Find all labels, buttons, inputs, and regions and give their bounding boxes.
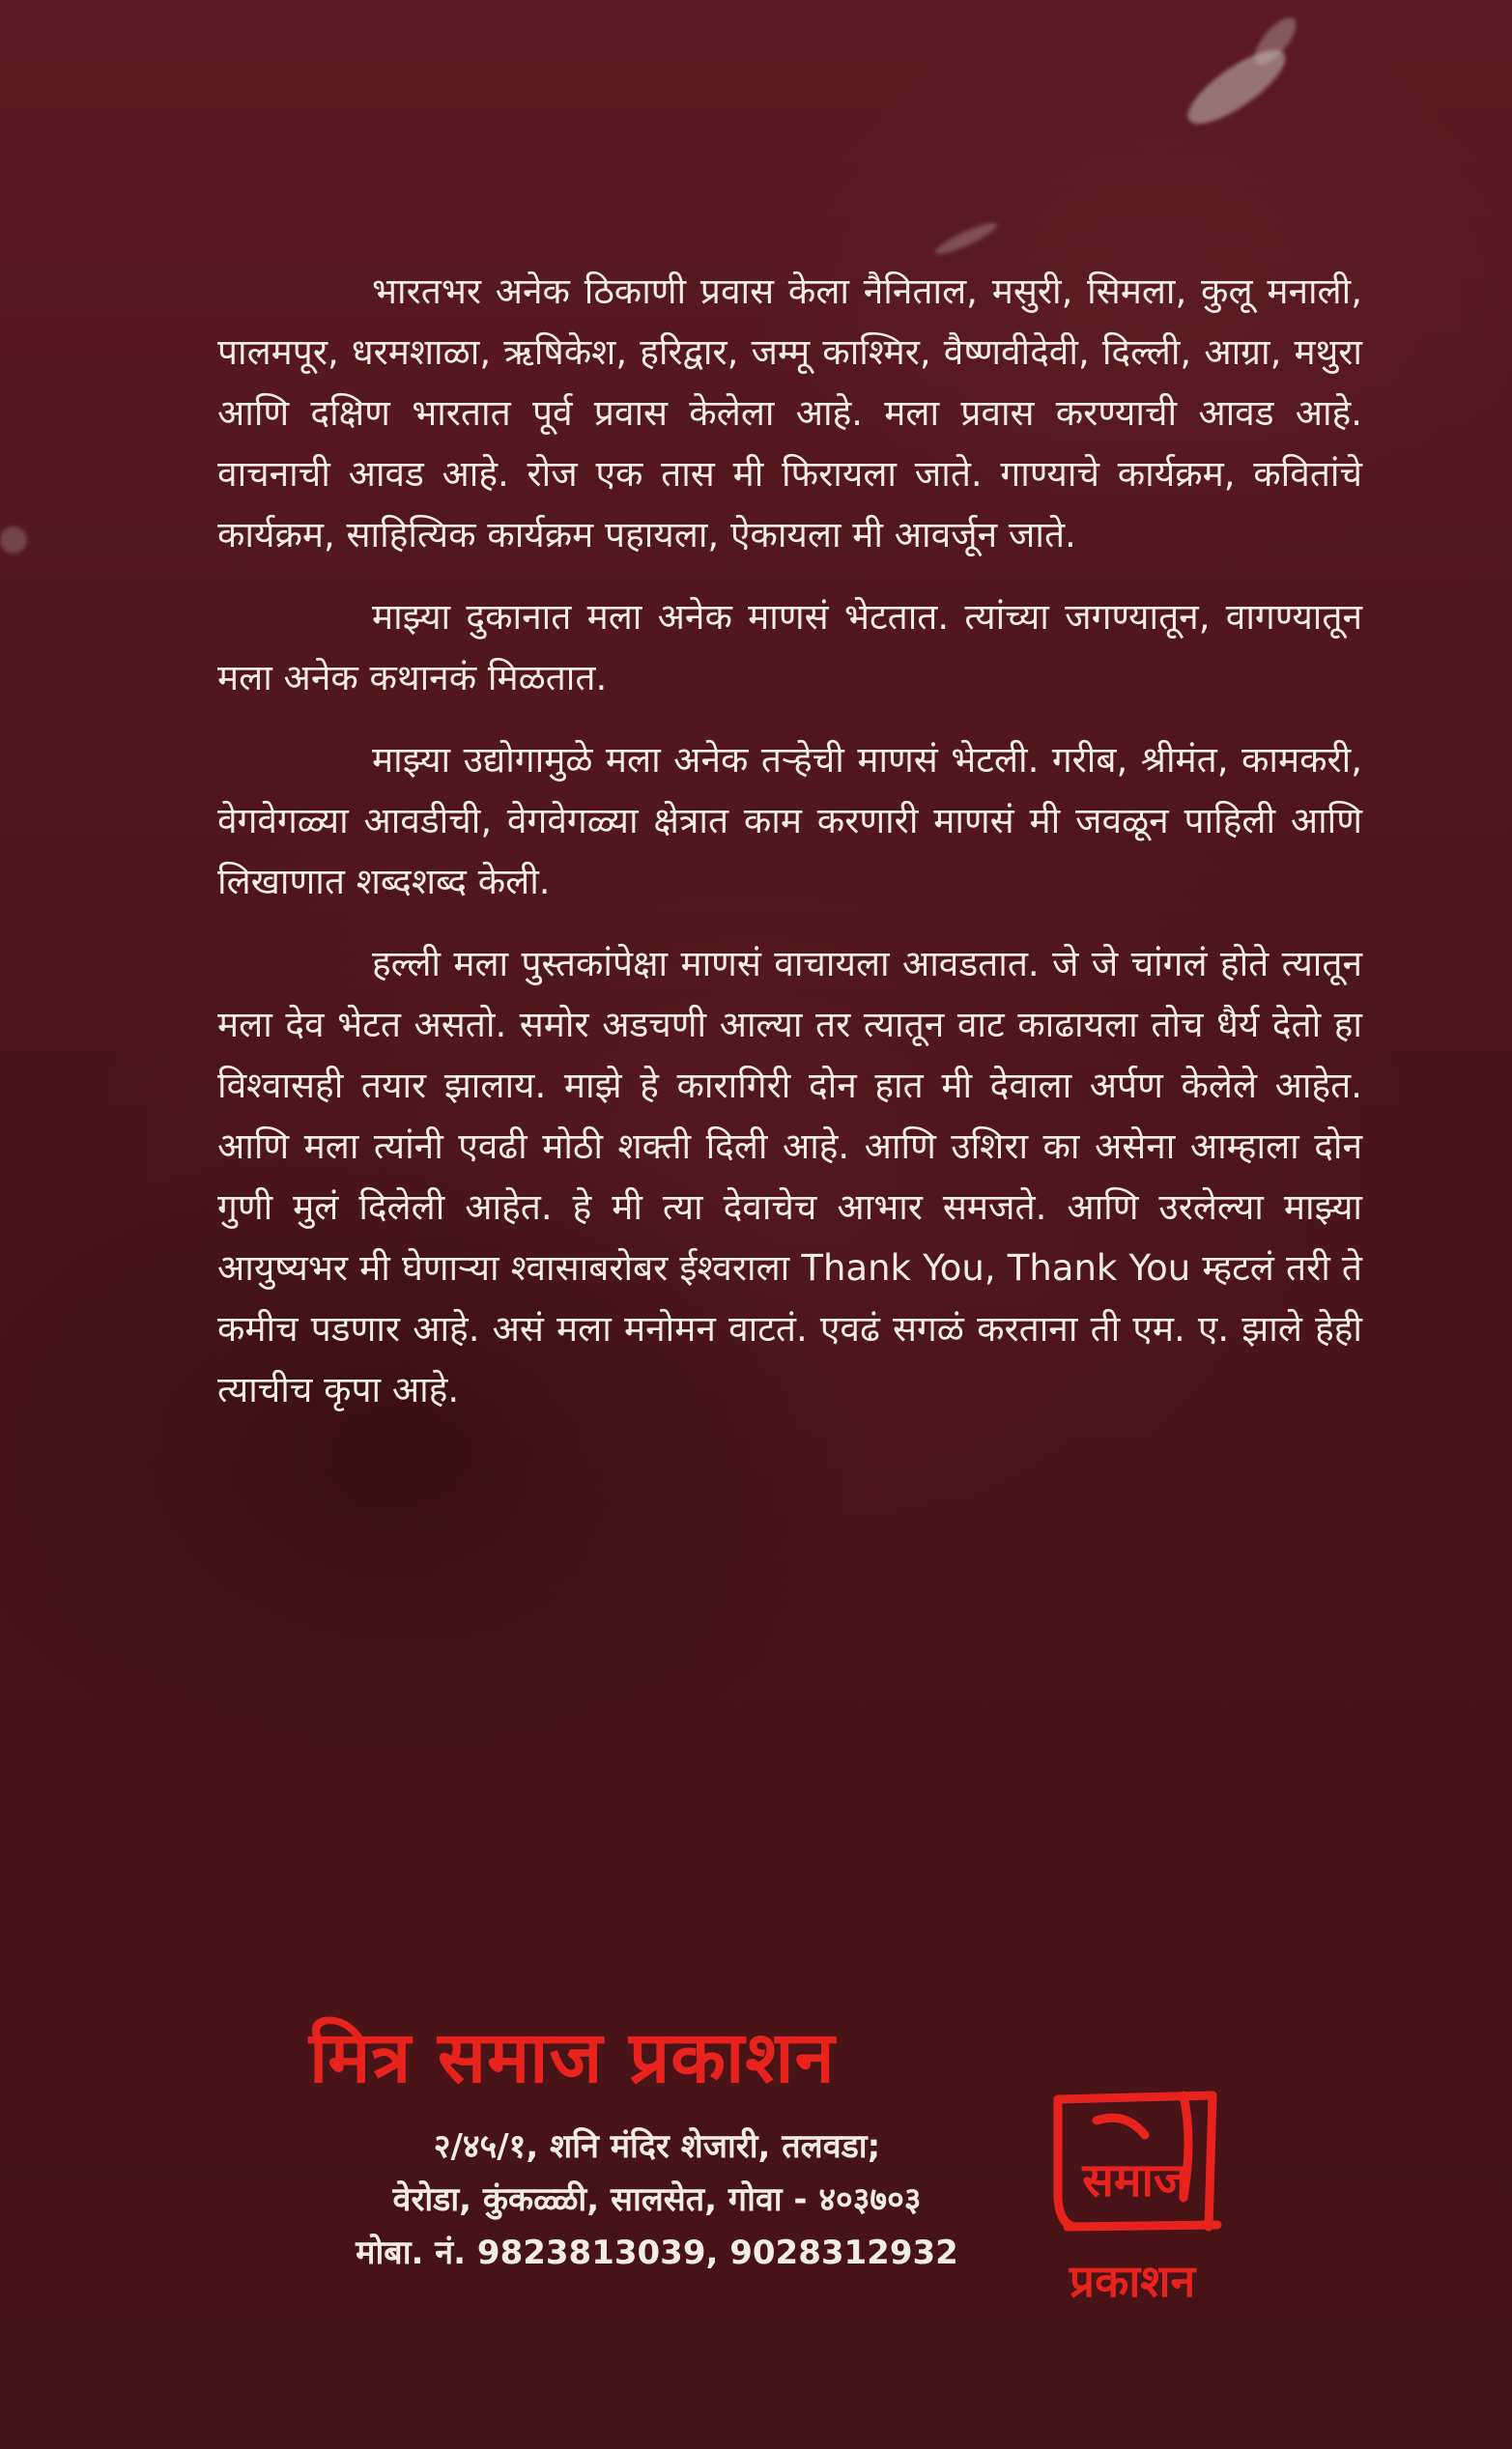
paragraph: माझ्या दुकानात मला अनेक माणसं भेटतात. त्यांच्या जगण्यातून, वागण्यातून मला अनेक कथानकं मिळतात. [217, 596, 1362, 698]
address-line: वेरोडा, कुंकळ्ळी, सालसेत, गोवा - ४०३७०३ [392, 2180, 922, 2219]
address-line: २/४५/१, शनि मंदिर शेजारी, तलवडा; [433, 2127, 881, 2166]
logo-text-bottom: प्रकाशन [1069, 2255, 1196, 2307]
logo-text-middle: समाज [1082, 2153, 1188, 2207]
paragraph: माझ्या उद्योगामुळे मला अनेक तऱ्हेची माणसं भेटली. गरीब, श्रीमंत, कामकरी, वेगवेगळ्या आवडीची, वेगवेगळ्या क्षेत्रात काम करणारी माणसं मी जवळून पाहिली आणि लिखाणात शब्दशब्द केली. [217, 739, 1362, 902]
author-note [217, 261, 1362, 1441]
paragraph: हल्ली मला पुस्तकांपेक्षा माणसं वाचायला आवडतात. जे जे चांगलं होते त्यातून मला देव भेटत असतो. समोर अडचणी आल्या तर त्यातून वाट काढायला तोच धैर्य देतो हा विश्वासही तयार झालाय. माझे हे कारागिरी दोन हात मी देवाला अर्पण केलेले आहेत. आणि मला त्यांनी एवढी मोठी शक्ती दिली आहे. आणि उशिरा का असेना आम्हाला दोन गुणी मुलं दिलेली आहेत. हे मी त्या देवाचेच आभार समजते. आणि उरलेल्या माझ्या आयुष्यभर मी घेणाऱ्या श्वासाबरोबर ईश्वराला Thank You, Thank You म्हटलं तरी ते कमीच पडणार आहे. असं मला मनोमन वाटतं. एवढं सगळं करताना ती एम. ए. झाले हेही त्याचीच कृपा आहे. [217, 943, 1362, 1410]
publisher-address [290, 2121, 1024, 2280]
publisher-logo-icon [1039, 2082, 1227, 2319]
paragraph: भारतभर अनेक ठिकाणी प्रवास केला नैनिताल, मसुरी, सिमला, कुलू मनाली, पालमपूर, धरमशाळा, ऋषिकेश, हरिद्वार, जम्मू काश्मिर, वैष्णवीदेवी, दिल्ली, आग्रा, मथुरा आणि दक्षिण भारतात पूर्व प्रवास केलेला आहे. मला प्रवास करण्याची आवड आहे. वाचनाची आवड आहे. रोज एक तास मी फिरायला जाते. गाण्याचे कार्यक्रम, कवितांचे कार्यक्रम, साहित्यिक कार्यक्रम पहायला, ऐकायला मी आवर्जून जाते. [217, 271, 1362, 555]
scuff-mark [0, 527, 27, 554]
phone-line: मोबा. नं. 9823813039, 9028312932 [356, 2234, 958, 2272]
scuff-mark [932, 218, 999, 259]
publisher-name: मित्र समाज प्रकाशन [309, 2016, 836, 2099]
